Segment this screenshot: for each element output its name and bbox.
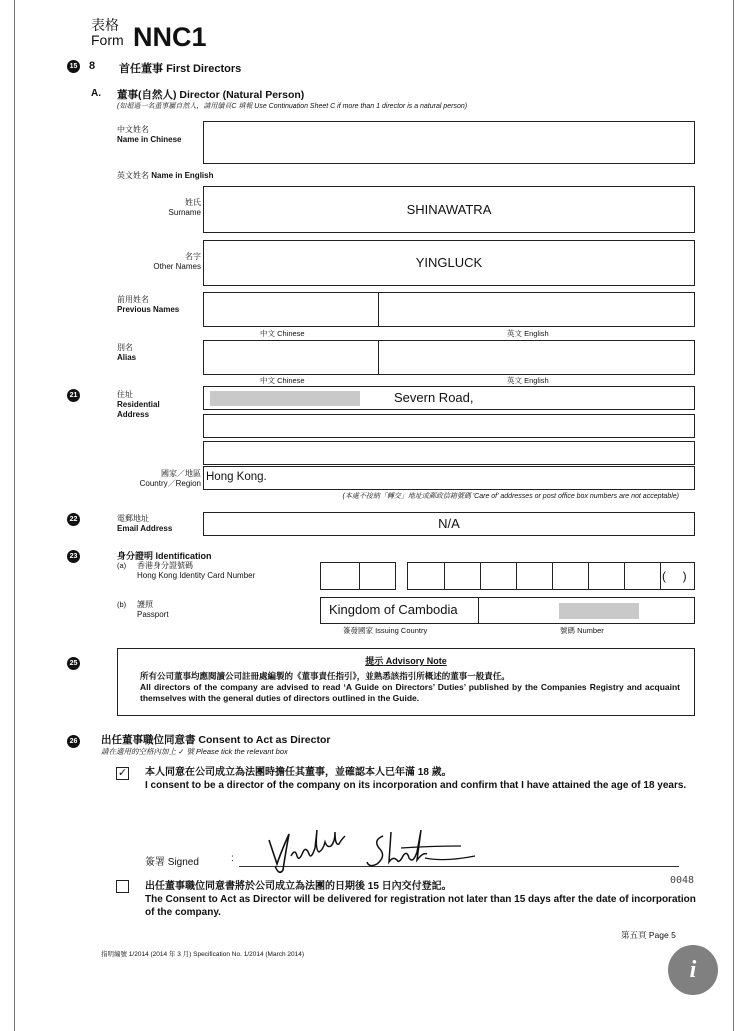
consent-option-2-zh: 出任董事職位同意書將於公司成立為法團的日期後 15 日內交付登記。 <box>145 881 452 892</box>
hkid-letter: (a) <box>117 561 127 570</box>
name-chinese-label <box>117 125 181 145</box>
other-names-label <box>135 252 201 272</box>
advisory-title-en: Advisory Note <box>385 656 447 666</box>
consent-option-1-text <box>145 766 697 792</box>
form-page <box>14 0 734 1031</box>
signed-label <box>145 853 199 868</box>
identification-title-zh: 身分證明 <box>117 551 154 561</box>
specification-number: 指明編號 1/2014 (2014 年 3 月) Specification No. 1/2014 (March 2014) <box>101 951 305 958</box>
advisory-text <box>140 671 680 704</box>
name-english-heading <box>117 171 213 181</box>
form-label <box>91 18 124 48</box>
director-title-en: Director (Natural Person) <box>179 89 305 101</box>
surname-label <box>135 198 201 218</box>
section-marker-22: 22 <box>67 513 80 526</box>
advisory-title-zh: 提示 <box>365 656 384 666</box>
country-field[interactable] <box>203 466 695 490</box>
section-title-en: First Directors <box>166 63 242 75</box>
email-label-en: Email Address <box>117 524 173 533</box>
issuing-country-value: Kingdom of Cambodia <box>329 602 458 617</box>
info-icon[interactable]: i <box>668 945 718 995</box>
signed-colon: : <box>231 853 234 864</box>
other-names-label-en: Other Names <box>153 262 201 271</box>
email-value: N/A <box>438 516 460 531</box>
previous-names-field[interactable] <box>203 292 695 327</box>
advisory-text-en: All directors of the company are advised to read ‘A Guide on Directors’ Duties’ published by the Companies Registry and acquaint themselves with the general duties of directors outlined in the Guide. <box>140 682 680 703</box>
consent-option-2-checkbox[interactable] <box>116 880 129 893</box>
consent-option-1-en: I consent to be a director of the company on its incorporation and confirm that I have attained the age of 18 years. <box>145 780 687 791</box>
address-line-1[interactable] <box>203 386 695 410</box>
passport-field[interactable] <box>320 597 695 624</box>
address-line-2[interactable] <box>203 414 695 438</box>
passport-number-redaction <box>559 603 639 619</box>
passport-label <box>137 600 169 620</box>
other-names-value: YINGLUCK <box>415 255 483 270</box>
section-title-zh: 首任董事 <box>119 63 163 75</box>
previous-names-label-en: Previous Names <box>117 305 180 314</box>
alias-chinese-caption: 中文 Chinese <box>260 376 305 385</box>
address-redaction <box>210 391 360 406</box>
consent-option-2-en: The Consent to Act as Director will be delivered for registration not later than 15 days after the date of incorporation of the company. <box>145 894 696 918</box>
alias-divider <box>378 341 379 374</box>
form-label-zh: 表格 <box>91 17 119 33</box>
surname-value: SHINAWATRA <box>406 202 492 217</box>
email-label <box>117 514 172 534</box>
consent-option-1-zh: 本人同意在公司成立為法團時擔任其董事，並確認本人已年滿 18 歲。 <box>145 767 452 778</box>
hkid-label <box>137 561 255 581</box>
consent-title-zh: 出任董事職位同意書 <box>101 734 196 746</box>
address-label-en1: Residential <box>117 400 160 409</box>
passport-label-en: Passport <box>137 610 169 619</box>
address-label-zh: 住址 <box>117 390 133 399</box>
identification-title-en: Identification <box>155 551 212 561</box>
alias-english-caption: 英文 English <box>507 376 549 385</box>
passport-letter: (b) <box>117 600 127 609</box>
handwritten-signature <box>255 822 495 878</box>
section-marker-23: 23 <box>67 550 80 563</box>
surname-label-en: Surname <box>168 208 201 217</box>
hkid-field[interactable] <box>320 562 695 590</box>
address-label-en2: Address <box>117 410 150 419</box>
director-title-zh: 董事(自然人) <box>117 89 177 101</box>
country-label <box>119 469 201 489</box>
previous-names-chinese-caption: 中文 Chinese <box>260 329 305 338</box>
section-marker-25: 25 <box>67 657 80 670</box>
country-label-en: Country／Region <box>139 479 201 488</box>
name-english-heading-en: Name in English <box>151 171 214 180</box>
address-note: (本處不接納「轉交」地址或郵政信箱號碼 'Care of' addresses or post office box numbers are not acceptable) <box>342 493 679 500</box>
section-title <box>119 60 241 76</box>
form-label-en: Form <box>91 32 124 48</box>
signed-label-en: Signed <box>167 857 199 868</box>
section-number: 8 <box>89 60 96 72</box>
email-field[interactable] <box>203 512 695 536</box>
previous-names-english-caption: 英文 English <box>507 329 549 338</box>
alias-label <box>117 343 136 363</box>
address-line-1-value: Severn Road, <box>394 390 474 405</box>
surname-label-zh: 姓氏 <box>185 198 201 207</box>
director-title <box>117 87 304 102</box>
advisory-title <box>118 654 694 667</box>
director-letter: A. <box>91 88 101 99</box>
page-number: 第五頁 Page 5 <box>621 930 676 940</box>
section-marker-26: 26 <box>67 735 80 748</box>
name-chinese-label-zh: 中文姓名 <box>117 125 149 134</box>
consent-title <box>101 732 330 747</box>
consent-instruction: 請在適用的空格內加上 ✓ 號 Please tick the relevant box <box>101 747 288 756</box>
other-names-label-zh: 名字 <box>185 252 201 261</box>
advisory-text-zh: 所有公司董事均應閱讀公司註冊處編製的《董事責任指引》，並熟悉該指引所概述的董事一般責任。 <box>140 671 510 681</box>
surname-field[interactable] <box>203 186 695 233</box>
hkid-label-zh: 香港身分證號碼 <box>137 561 193 570</box>
hkid-check-digit: ( ) <box>662 569 687 583</box>
consent-option-2-text <box>145 880 697 919</box>
name-chinese-field[interactable] <box>203 121 695 164</box>
page-stamp: 0048 <box>670 875 695 886</box>
address-label <box>117 390 160 420</box>
director-note: (如超過一名董事屬自然人，請用續頁C 填報 Use Continuation Sheet C if more than 1 director is a natural person) <box>117 103 468 110</box>
email-label-zh: 電郵地址 <box>117 514 149 523</box>
country-value: Hong Kong. <box>206 471 267 483</box>
hkid-label-en: Hong Kong Identity Card Number <box>137 571 256 580</box>
passport-label-zh: 護照 <box>137 600 153 609</box>
previous-names-label-zh: 前用姓名 <box>117 295 149 304</box>
passport-number-caption: 號碼 Number <box>560 626 604 635</box>
consent-option-1-checkbox[interactable]: ✓ <box>117 767 128 779</box>
name-chinese-label-en: Name in Chinese <box>117 135 182 144</box>
section-marker-15: 15 <box>67 60 80 73</box>
section-marker-21: 21 <box>67 389 80 402</box>
previous-names-label <box>117 295 179 315</box>
country-label-zh: 國家／地區 <box>161 469 201 478</box>
consent-title-en: Consent to Act as Director <box>198 734 331 746</box>
previous-names-divider <box>378 293 379 326</box>
alias-label-zh: 別名 <box>117 343 133 352</box>
name-english-heading-zh: 英文姓名 <box>117 171 149 180</box>
alias-label-en: Alias <box>117 353 137 362</box>
advisory-box <box>117 648 695 716</box>
address-line-3[interactable] <box>203 441 695 465</box>
form-code: NNC1 <box>133 22 207 52</box>
other-names-field[interactable] <box>203 240 695 286</box>
signed-label-zh: 簽署 <box>145 857 165 868</box>
issuing-country-caption: 簽發國家 Issuing Country <box>343 626 428 635</box>
alias-field[interactable] <box>203 340 695 375</box>
